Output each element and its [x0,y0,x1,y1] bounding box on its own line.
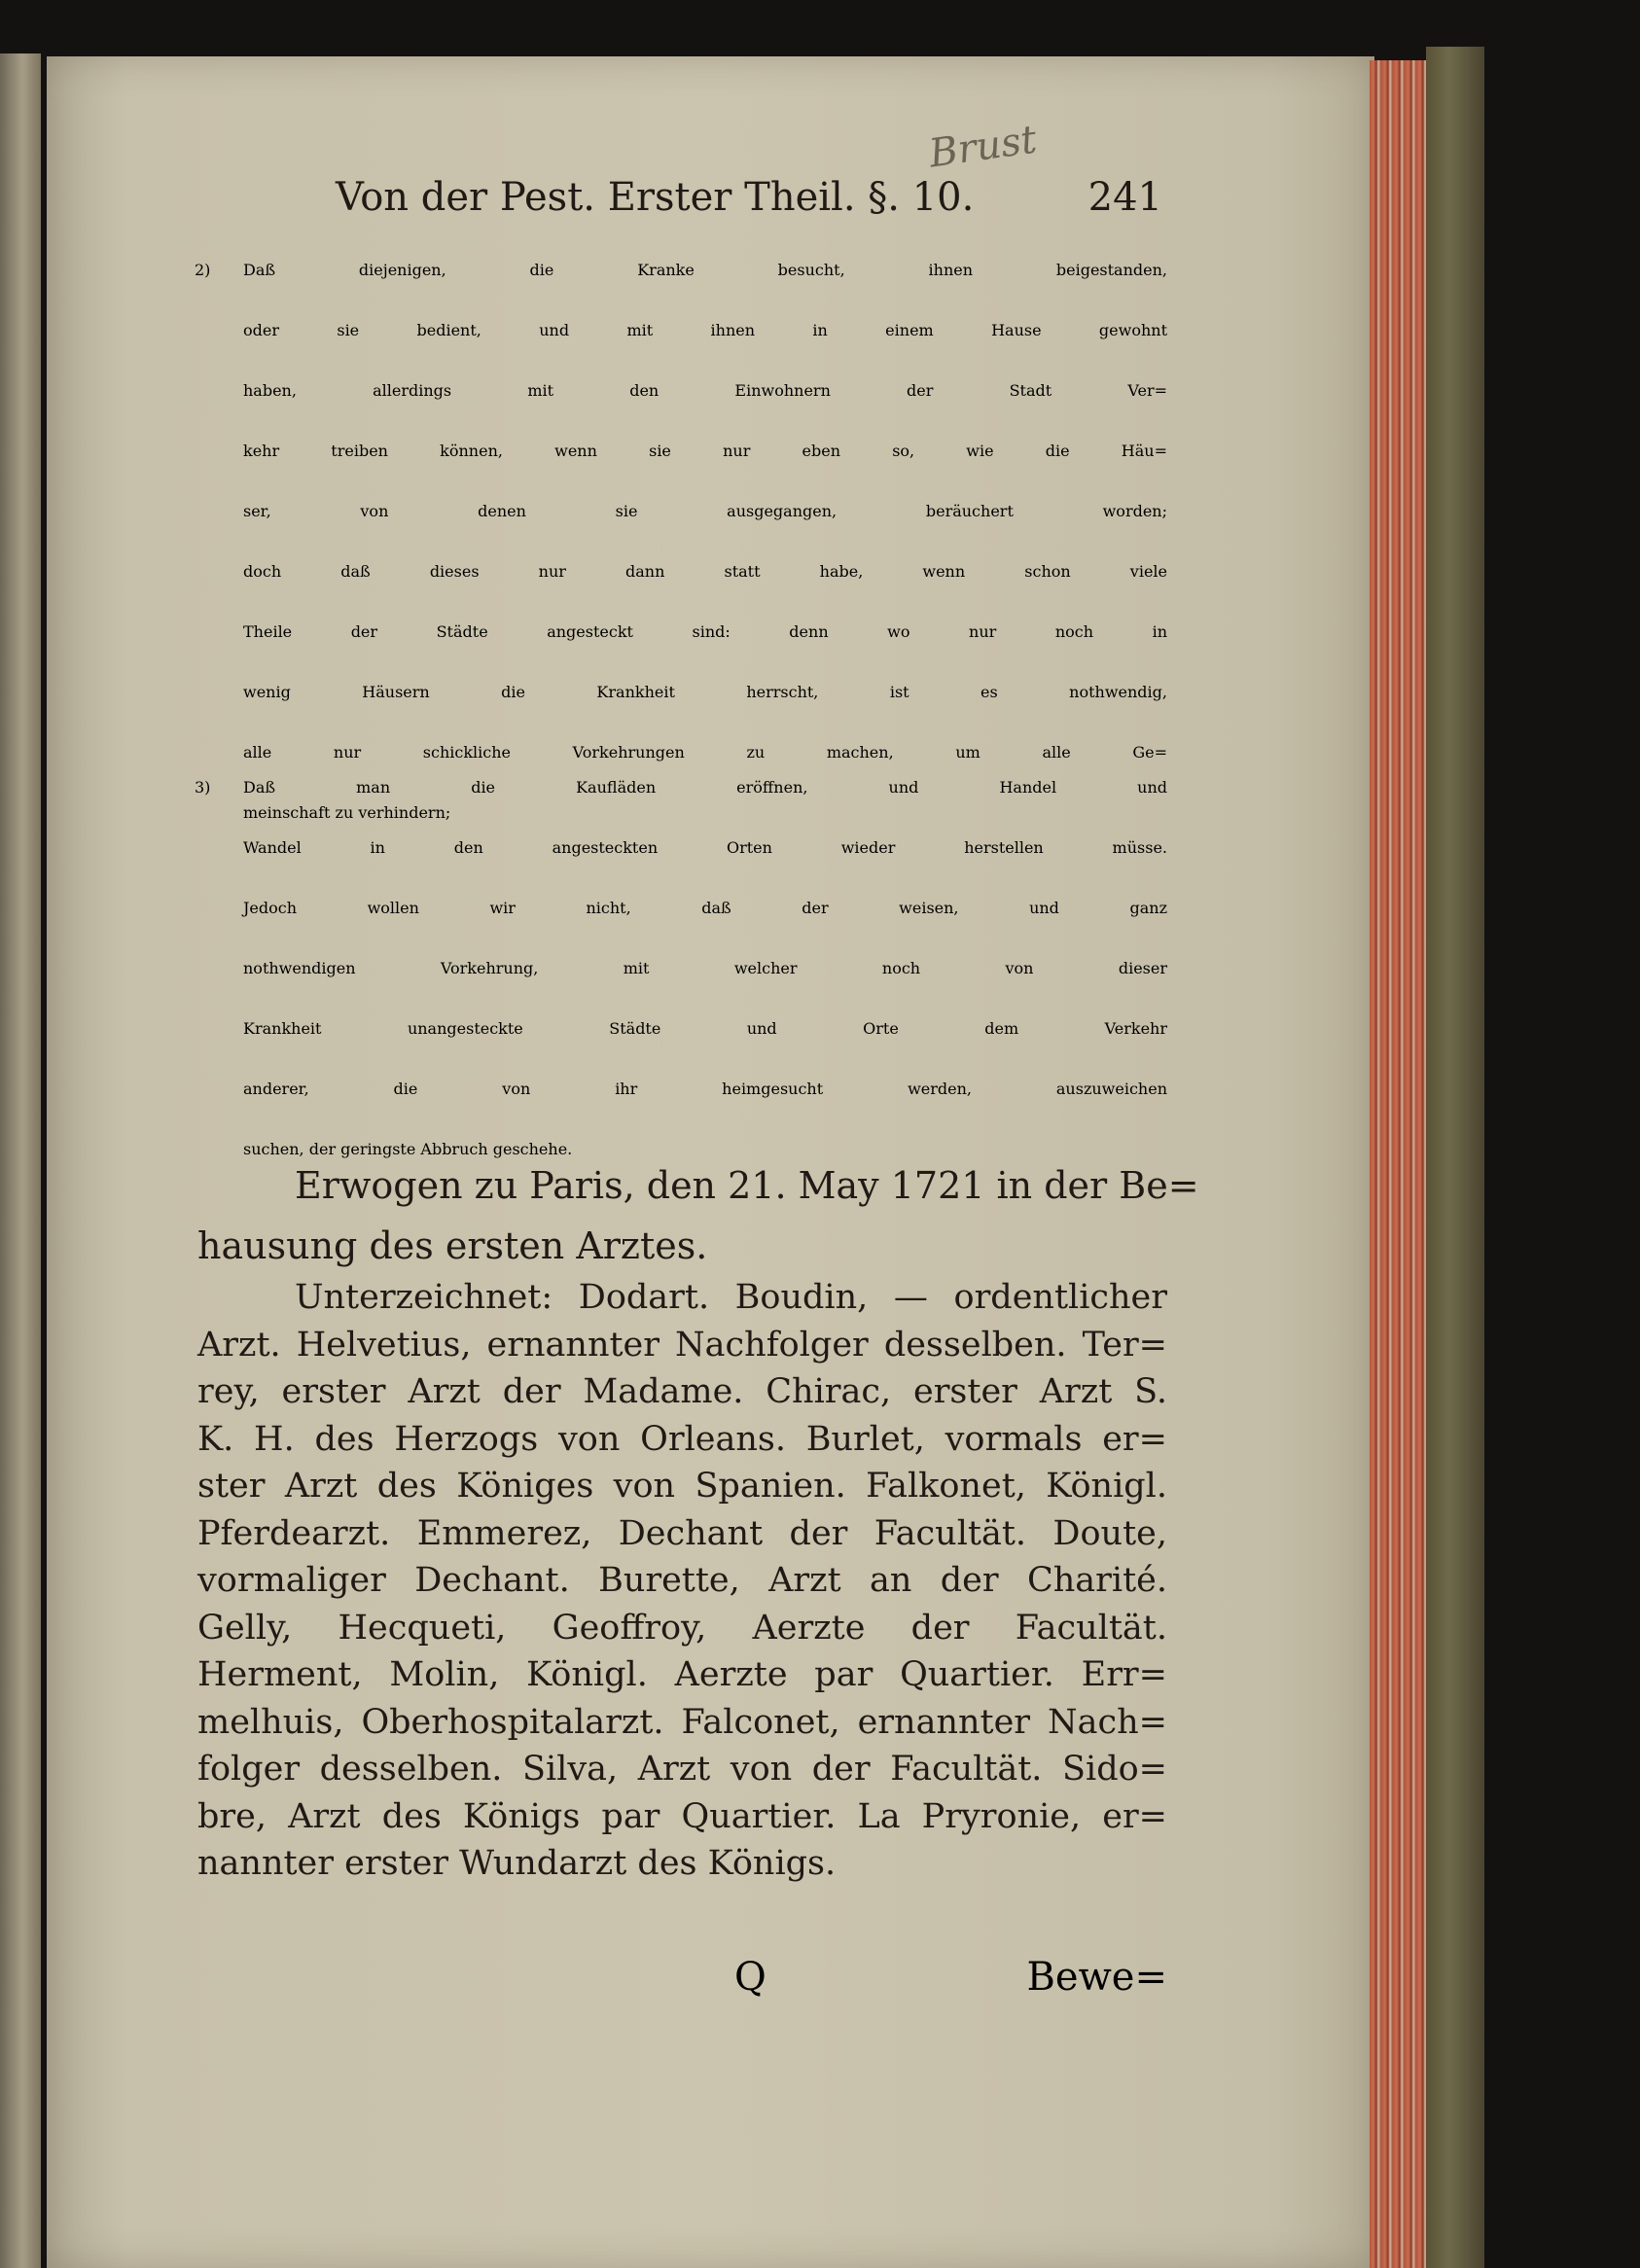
text-line: kehr treiben können, wenn sie nur eben so, wie die Häu= [243,442,1167,460]
text-line: melhuis, Oberhospitalarzt. Falconet, ernannter Nach= [197,1702,1167,1742]
item-number: 3) [195,778,211,797]
text-line: nothwendigen Vorkehrung, mit welcher noch von dieser [243,959,1167,977]
text-line: Wandel in den angesteckten Orten wieder herstellen müsse. [243,838,1167,857]
text-line: wenig Häusern die Krankheit herrscht, ist es nothwendig, [243,683,1167,701]
page-edges [1370,60,1426,2268]
text-line: Erwogen zu Paris, den 21. May 1721 in der Be= [295,1164,1199,1207]
text-line: Daß man die Kaufläden eröffnen, und Handel und [243,778,1167,797]
text-line: haben, allerdings mit den Einwohnern der Stadt Ver= [243,381,1167,400]
text-line: Daß diejenigen, die Kranke besucht, ihnen beigestanden, [243,261,1167,279]
item-number: 2) [195,261,211,279]
facing-page-edge [0,53,41,2268]
text-line: ster Arzt des Königes von Spanien. Falkonet, Königl. [197,1467,1167,1506]
running-header [336,175,1162,233]
item-text [243,261,1167,864]
text-line: Pferdearzt. Emmerez, Dechant der Facultät. Doute, [197,1513,1167,1553]
text-line: alle nur schickliche Vorkehrungen zu machen, um alle Ge= [243,743,1167,762]
dated-paragraph [197,1162,1199,1283]
text-line: Krankheit unangesteckte Städte und Orte dem Verkehr [243,1019,1167,1038]
text-line: hausung des ersten Arztes. [197,1224,708,1267]
page-footer [195,1955,1167,2013]
signatures-paragraph [197,1274,1167,1888]
text-line: Arzt. Helvetius, ernannter Nachfolger desselben. Ter= [197,1325,1167,1364]
text-line: anderer, die von ihr heimgesucht werden, auszuweichen [243,1080,1167,1098]
text-line: Unterzeichnet: Dodart. Boudin, — ordentlicher [295,1278,1167,1317]
text-line: doch daß dieses nur dann statt habe, wenn schon viele [243,562,1167,581]
text-line: ser, von denen sie ausgegangen, beräuchert worden; [243,502,1167,520]
book-cover-edge [1426,47,1484,2268]
text-line: bre, Arzt des Königs par Quartier. La Pryronie, er= [197,1796,1167,1836]
text-line: oder sie bedient, und mit ihnen in einem Hause gewohnt [243,321,1167,339]
text-line: vormaliger Dechant. Burette, Arzt an der Charité. [197,1561,1167,1600]
item-text [243,778,1167,1200]
text-line: meinschaft zu verhindern; [243,803,451,822]
text-line: folger desselben. Silva, Arzt von der Facultät. Sido= [197,1750,1167,1789]
text-line: suchen, der geringste Abbruch geschehe. [243,1140,573,1158]
text-line: Gelly, Hecqueti, Geoffroy, Aerzte der Facultät. [197,1608,1167,1648]
text-line: rey, erster Arzt der Madame. Chirac, erster Arzt S. [197,1372,1167,1411]
text-line: Jedoch wollen wir nicht, daß der weisen, und ganz [243,899,1167,917]
handwritten-note: Brust [926,117,1040,177]
page-number: 241 [1087,175,1162,220]
catchword: Bewe= [1026,1955,1167,2000]
signature-mark: Q [734,1955,767,2000]
running-title: Von der Pest. Erster Theil. §. 10. [336,175,975,220]
text-line: Theile der Städte angesteckt sind: denn wo nur noch in [243,622,1167,641]
text-line: Herment, Molin, Königl. Aerzte par Quartier. Err= [197,1655,1167,1694]
text-line: K. H. des Herzogs von Orleans. Burlet, vormals er= [197,1419,1167,1459]
text-line: nannter erster Wundarzt des Königs. [197,1844,837,1883]
